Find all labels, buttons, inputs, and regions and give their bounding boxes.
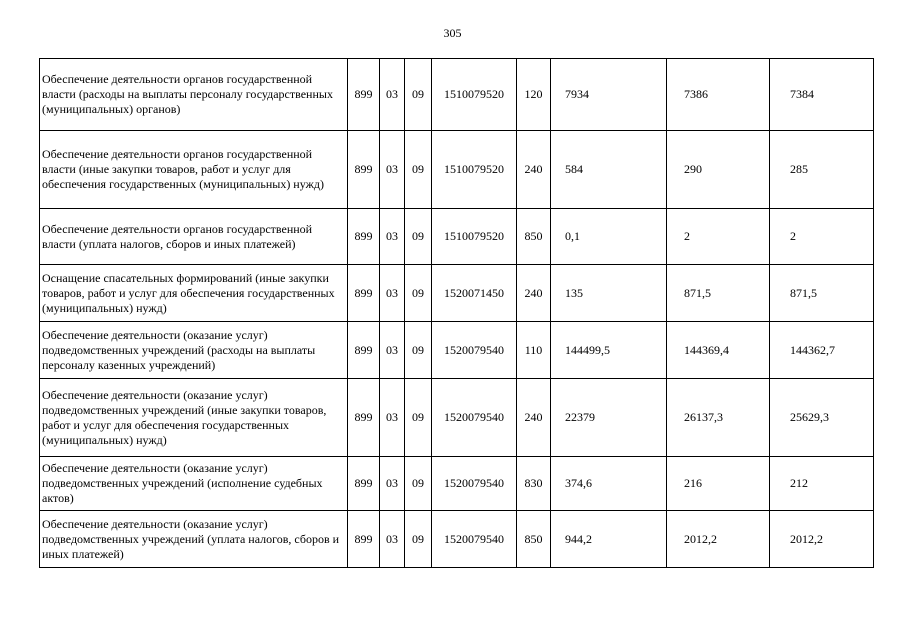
table-row — [40, 131, 874, 209]
target-article-cell: 1510079520 — [432, 59, 517, 131]
ministry-code-cell: 899 — [348, 322, 380, 379]
table-row — [40, 511, 874, 568]
amount-year1-cell: 374,6 — [551, 457, 667, 511]
row-name-cell: Обеспечение деятельности органов государственной власти (уплата налогов, сборов и иных платежей) — [40, 209, 348, 265]
row-name-cell: Обеспечение деятельности (оказание услуг) подведомственных учреждений (исполнение судебных актов) — [40, 457, 348, 511]
ministry-code-cell: 899 — [348, 379, 380, 457]
row-name-cell: Обеспечение деятельности (оказание услуг) подведомственных учреждений (расходы на выплаты персоналу казенных учреждений) — [40, 322, 348, 379]
section-code-cell: 03 — [380, 457, 405, 511]
target-article-cell: 1510079520 — [432, 209, 517, 265]
expense-type-cell: 110 — [517, 322, 551, 379]
ministry-code-cell: 899 — [348, 457, 380, 511]
expense-type-cell: 850 — [517, 209, 551, 265]
section-code-cell: 03 — [380, 511, 405, 568]
row-name-cell: Обеспечение деятельности (оказание услуг) подведомственных учреждений (уплата налогов, сборов и иных платежей) — [40, 511, 348, 568]
amount-year1-cell: 22379 — [551, 379, 667, 457]
page-number: 305 — [443, 26, 462, 40]
amount-year2-cell: 290 — [667, 131, 770, 209]
table-row — [40, 457, 874, 511]
table-row — [40, 265, 874, 322]
amount-year3-cell: 871,5 — [770, 265, 874, 322]
ministry-code-cell: 899 — [348, 511, 380, 568]
amount-year1-cell: 135 — [551, 265, 667, 322]
subsection-code-cell: 09 — [405, 59, 432, 131]
expense-type-cell: 120 — [517, 59, 551, 131]
target-article-cell: 1510079520 — [432, 131, 517, 209]
subsection-code-cell: 09 — [405, 322, 432, 379]
expense-type-cell: 240 — [517, 131, 551, 209]
table-body — [40, 59, 874, 568]
section-code-cell: 03 — [380, 379, 405, 457]
amount-year3-cell: 2012,2 — [770, 511, 874, 568]
amount-year3-cell: 285 — [770, 131, 874, 209]
amount-year2-cell: 871,5 — [667, 265, 770, 322]
ministry-code-cell: 899 — [348, 131, 380, 209]
section-code-cell: 03 — [380, 322, 405, 379]
subsection-code-cell: 09 — [405, 511, 432, 568]
amount-year3-cell: 144362,7 — [770, 322, 874, 379]
amount-year2-cell: 7386 — [667, 59, 770, 131]
expense-type-cell: 240 — [517, 265, 551, 322]
subsection-code-cell: 09 — [405, 265, 432, 322]
expense-type-cell: 830 — [517, 457, 551, 511]
budget-table — [39, 58, 874, 568]
section-code-cell: 03 — [380, 59, 405, 131]
target-article-cell: 1520079540 — [432, 457, 517, 511]
table-row — [40, 322, 874, 379]
table-row — [40, 59, 874, 131]
ministry-code-cell: 899 — [348, 59, 380, 131]
row-name-cell: Оснащение спасательных формирований (иные закупки товаров, работ и услуг для обеспечения государственных (муниципальных) нужд) — [40, 265, 348, 322]
table-row — [40, 209, 874, 265]
row-name-cell: Обеспечение деятельности органов государственной власти (расходы на выплаты персоналу государственных (муниципальных) органов) — [40, 59, 348, 131]
target-article-cell: 1520071450 — [432, 265, 517, 322]
amount-year3-cell: 25629,3 — [770, 379, 874, 457]
amount-year1-cell: 584 — [551, 131, 667, 209]
amount-year2-cell: 2012,2 — [667, 511, 770, 568]
section-code-cell: 03 — [380, 265, 405, 322]
subsection-code-cell: 09 — [405, 131, 432, 209]
amount-year1-cell: 944,2 — [551, 511, 667, 568]
amount-year2-cell: 144369,4 — [667, 322, 770, 379]
subsection-code-cell: 09 — [405, 379, 432, 457]
target-article-cell: 1520079540 — [432, 379, 517, 457]
amount-year3-cell: 7384 — [770, 59, 874, 131]
ministry-code-cell: 899 — [348, 209, 380, 265]
section-code-cell: 03 — [380, 131, 405, 209]
target-article-cell: 1520079540 — [432, 322, 517, 379]
row-name-cell: Обеспечение деятельности органов государственной власти (иные закупки товаров, работ и услуг для обеспечения государственных (муниципальных) нужд) — [40, 131, 348, 209]
subsection-code-cell: 09 — [405, 209, 432, 265]
amount-year1-cell: 7934 — [551, 59, 667, 131]
amount-year3-cell: 2 — [770, 209, 874, 265]
expense-type-cell: 850 — [517, 511, 551, 568]
amount-year2-cell: 26137,3 — [667, 379, 770, 457]
expense-type-cell: 240 — [517, 379, 551, 457]
amount-year1-cell: 144499,5 — [551, 322, 667, 379]
amount-year3-cell: 212 — [770, 457, 874, 511]
amount-year2-cell: 216 — [667, 457, 770, 511]
section-code-cell: 03 — [380, 209, 405, 265]
subsection-code-cell: 09 — [405, 457, 432, 511]
table-row — [40, 379, 874, 457]
ministry-code-cell: 899 — [348, 265, 380, 322]
amount-year2-cell: 2 — [667, 209, 770, 265]
target-article-cell: 1520079540 — [432, 511, 517, 568]
row-name-cell: Обеспечение деятельности (оказание услуг) подведомственных учреждений (иные закупки товаров, работ и услуг для обеспечения государственных (муниципальных) нужд) — [40, 379, 348, 457]
amount-year1-cell: 0,1 — [551, 209, 667, 265]
